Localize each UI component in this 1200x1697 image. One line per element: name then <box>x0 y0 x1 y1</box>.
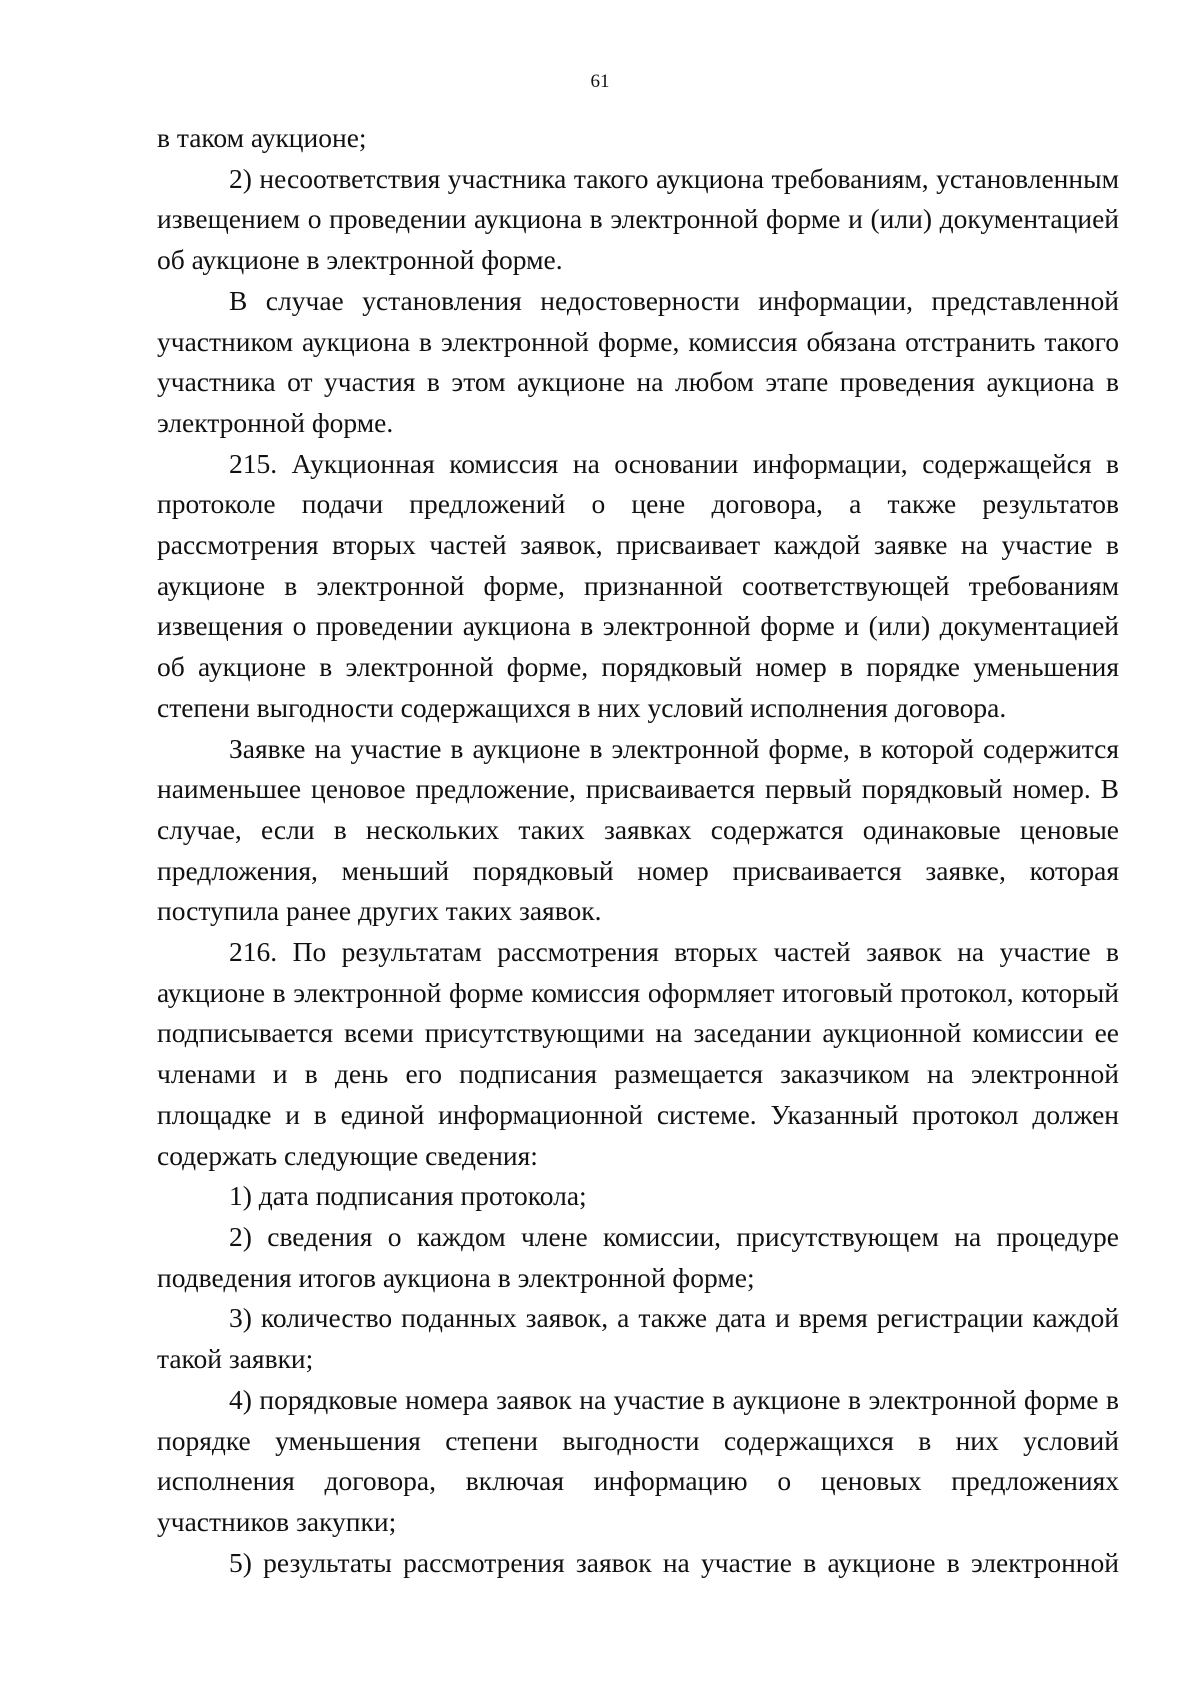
paragraph-clause-216: 216. По результатам рассмотрения вторых частей заявок на участие в аукционе в электронной форме комиссия оформляет итоговый протокол, который подписывается всеми присутствующими на заседании аукционной комиссии ее членами и в день его подписания размещается заказчиком на электронной площадке и в единой информационной системе. Указанный протокол должен содержать следующие сведения: <box>157 936 1119 1171</box>
paragraph-continuation: в таком аукционе; <box>157 122 367 153</box>
list-item-3: 3) количество поданных заявок, а также дата и время регистрации каждой такой заявки; <box>157 1302 1119 1375</box>
paragraph-false-information: В случае установления недостоверности информации, представленной участником аукциона в электронной форме, комиссия обязана отстранить такого участника от участия в этом аукционе на любом этапе проведения аукциона в электронной форме. <box>157 284 1119 438</box>
paragraph-first-number-rule: Заявке на участие в аукционе в электронной форме, в которой содержится наименьшее ценовое предложение, присваивается первый порядковый номер. В случае, если в нескольких таких заявках содержатся одинаковые ценовые предложения, меньший порядковый номер присваивается заявке, которая поступила ранее других таких заявок. <box>157 732 1119 927</box>
document-body <box>157 118 1119 1583</box>
page-number: 61 <box>590 71 610 92</box>
paragraph-item-2-nonconformity: 2) несоответствия участника такого аукциона требованиям, установленным извещением о проведении аукциона в электронной форме и (или) документацией об аукционе в электронной форме. <box>157 162 1119 276</box>
list-item-5: 5) результаты рассмотрения заявок на участие в аукционе в электронной <box>229 1546 1119 1578</box>
list-item-2: 2) сведения о каждом члене комиссии, присутствующем на процедуре подведения итогов аукциона в электронной форме; <box>157 1220 1119 1293</box>
list-item-1: 1) дата подписания протокола; <box>229 1180 587 1212</box>
list-item-4: 4) порядковые номера заявок на участие в аукционе в электронной форме в порядке уменьшения степени выгодности содержащихся в них условий исполнения договора, включая информацию о ценовых предложениях участников закупки; <box>157 1383 1119 1537</box>
paragraph-clause-215: 215. Аукционная комиссия на основании информации, содержащейся в протоколе подачи предложений о цене договора, а также результатов рассмотрения вторых частей заявок, присваивает каждой заявке на участие в аукционе в электронной форме, признанной соответствующей требованиям извещения о проведении аукциона в электронной форме и (или) документацией об аукционе в электронной форме, порядковый номер в порядке уменьшения степени выгодности содержащихся в них условий исполнения договора. <box>157 447 1119 723</box>
